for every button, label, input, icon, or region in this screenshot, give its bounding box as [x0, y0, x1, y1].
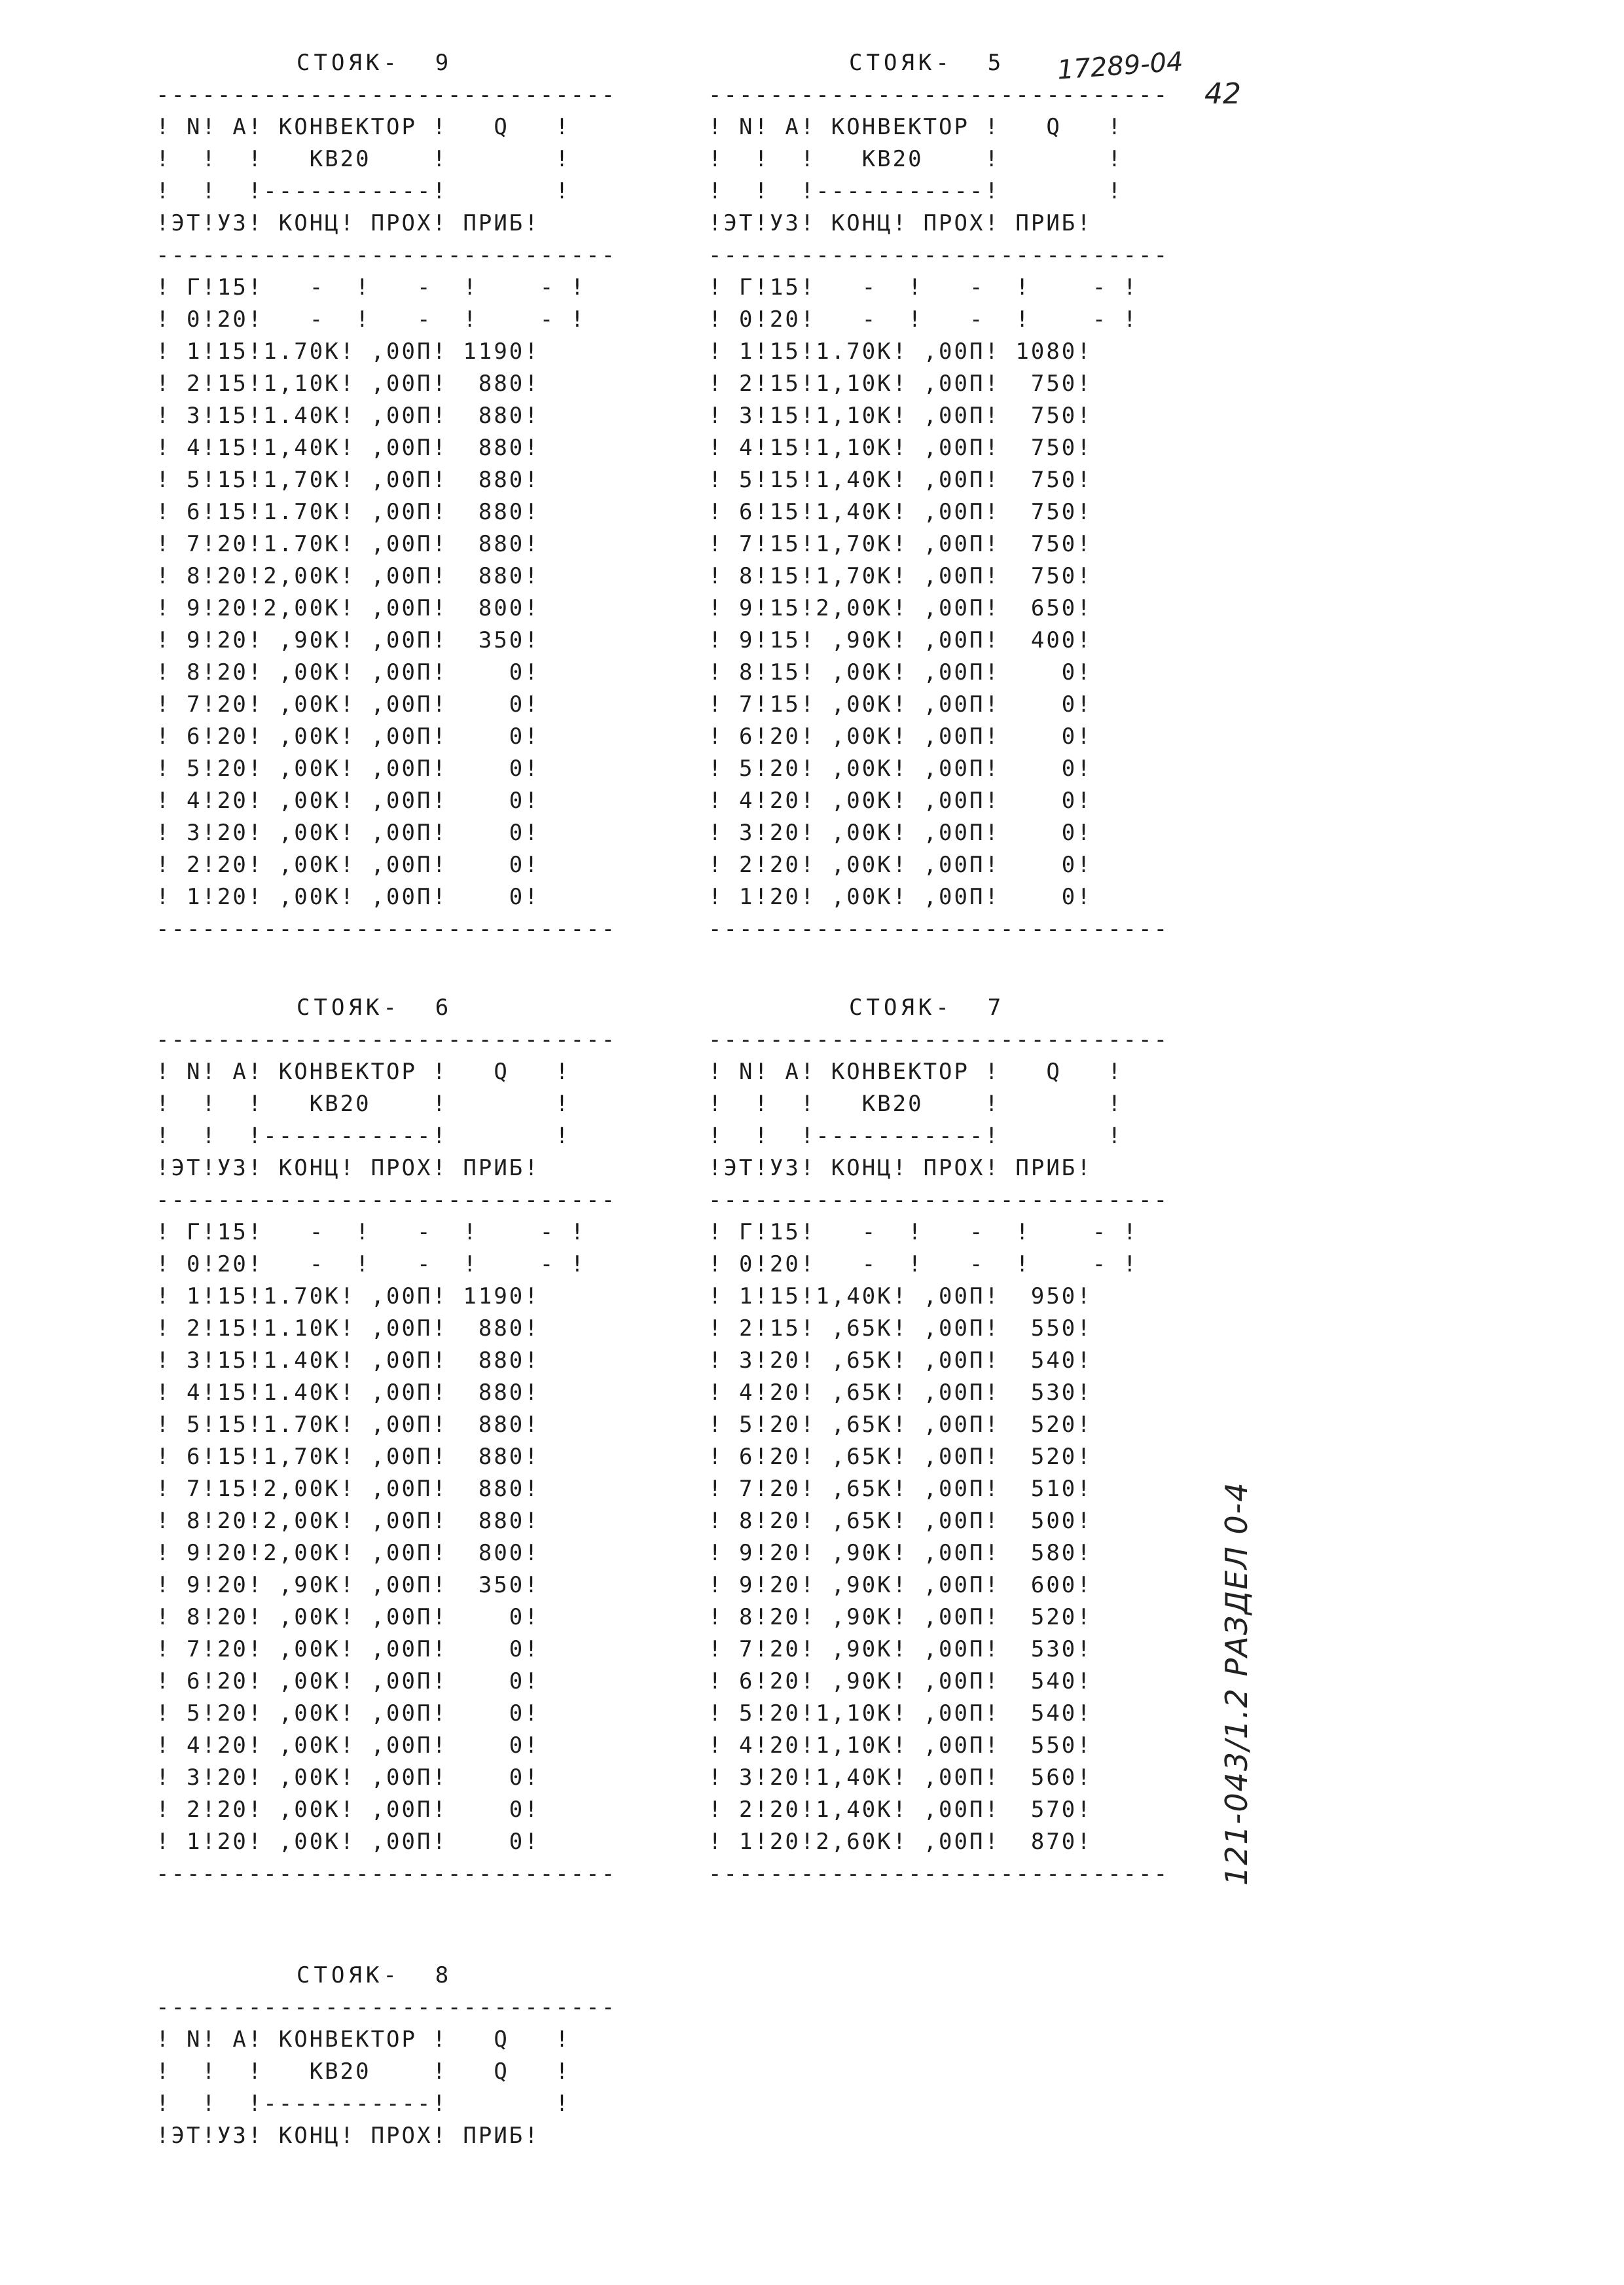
table-body: ------------------------------ ! N! А! КОНВЕКТОР ! Q ! ! ! ! КВ20 ! ! ! ! !-----------! ! !ЭТ!УЗ! КОНЦ! ПРОХ! ПРИБ! ------------------------------ ! Г!15! - ! - ! - ! ! 0!20! - ! - ! - ! ! 1!15!1.70К! ,00П! 1080! ! 2!15!1,10К! ,00П! 750! ! 3!15!1,10К! ,00П! 750! ! 4!15!1,10К! ,00П! 750! ! 5!15!1,40К! ,00П! 750! ! 6!15!1,40К! ,00П! 750! ! 7!15!1,70К! ,00П! 750! ! 8!15!1,70К! ,00П! 750! ! 9!15!2,00К! ,00П! 650! ! 9!15! ,90К! ,00П! 400! ! 8!15! ,00К! ,00П! 0! ! 7!15! ,00К! ,00П! 0! ! 6!20! ,00К! ,00П! 0! ! 5!20! ,00К! ,00П! 0! ! 4!20! ,00К! ,00П! 0! ! 3!20! ,00К! ,00П! 0! ! 2!20! ,00К! ,00П! 0! ! 1!20! ,00К! ,00П! 0! ------------------------------ — [708, 82, 1170, 942]
table-title: СТОЯК- 6 — [297, 995, 453, 1021]
table-title: СТОЯК- 9 — [297, 50, 453, 76]
table-body: ------------------------------ ! N! А! КОНВЕКТОР ! Q ! ! ! ! КВ20 ! Q ! ! ! !-----------! ! !ЭТ!УЗ! КОНЦ! ПРОХ! ПРИБ! — [156, 1994, 617, 2149]
table-body: ------------------------------ ! N! А! КОНВЕКТОР ! Q ! ! ! ! КВ20 ! ! ! ! !-----------! ! !ЭТ!УЗ! КОНЦ! ПРОХ! ПРИБ! ------------------------------ ! Г!15! - ! - ! - ! ! 0!20! - ! - ! - ! ! 1!15!1.70К! ,00П! 1190! ! 2!15!1.10К! ,00П! 880! ! 3!15!1.40К! ,00П! 880! ! 4!15!1.40К! ,00П! 880! ! 5!15!1.70К! ,00П! 880! ! 6!15!1,70К! ,00П! 880! ! 7!15!2,00К! ,00П! 880! ! 8!20!2,00К! ,00П! 880! ! 9!20!2,00К! ,00П! 800! ! 9!20! ,90К! ,00П! 350! ! 8!20! ,00К! ,00П! 0! ! 7!20! ,00К! ,00П! 0! ! 6!20! ,00К! ,00П! 0! ! 5!20! ,00К! ,00П! 0! ! 4!20! ,00К! ,00П! 0! ! 3!20! ,00К! ,00П! 0! ! 2!20! ,00К! ,00П! 0! ! 1!20! ,00К! ,00П! 0! ------------------------------ — [156, 1027, 617, 1887]
table-body: ------------------------------ ! N! А! КОНВЕКТОР ! Q ! ! ! ! КВ20 ! ! ! ! !-----------! ! !ЭТ!УЗ! КОНЦ! ПРОХ! ПРИБ! ------------------------------ ! Г!15! - ! - ! - ! ! 0!20! - ! - ! - ! ! 1!15!1,40К! ,00П! 950! ! 2!15! ,65К! ,00П! 550! ! 3!20! ,65К! ,00П! 540! ! 4!20! ,65К! ,00П! 530! ! 5!20! ,65К! ,00П! 520! ! 6!20! ,65К! ,00П! 520! ! 7!20! ,65К! ,00П! 510! ! 8!20! ,65К! ,00П! 500! ! 9!20! ,90К! ,00П! 580! ! 9!20! ,90К! ,00П! 600! ! 8!20! ,90К! ,00П! 520! ! 7!20! ,90К! ,00П! 530! ! 6!20! ,90К! ,00П! 540! ! 5!20!1,10К! ,00П! 540! ! 4!20!1,10К! ,00П! 550! ! 3!20!1,40К! ,00П! 560! ! 2!20!1,40К! ,00П! 570! ! 1!20!2,60К! ,00П! 870! ------------------------------ — [708, 1027, 1170, 1887]
table-title: СТОЯК- 7 — [849, 995, 1005, 1021]
handwritten-section-stamp: 121-043/1.2 РАЗДЕЛ 0-4 — [1219, 1481, 1254, 1886]
table-stoyak-5 — [708, 47, 1169, 945]
handwritten-page-number: 42 — [1204, 77, 1241, 111]
table-title: СТОЯК- 8 — [297, 1962, 453, 1988]
table-stoyak-8 — [156, 1960, 617, 2152]
table-title: СТОЯК- 5 — [849, 50, 1005, 76]
table-body: ------------------------------ ! N! А! КОНВЕКТОР ! Q ! ! ! ! КВ20 ! ! ! ! !-----------! ! !ЭТ!УЗ! КОНЦ! ПРОХ! ПРИБ! ------------------------------ ! Г!15! - ! - ! - ! ! 0!20! - ! - ! - ! ! 1!15!1.70К! ,00П! 1190! ! 2!15!1,10К! ,00П! 880! ! 3!15!1.40К! ,00П! 880! ! 4!15!1,40К! ,00П! 880! ! 5!15!1,70К! ,00П! 880! ! 6!15!1.70К! ,00П! 880! ! 7!20!1.70К! ,00П! 880! ! 8!20!2,00К! ,00П! 880! ! 9!20!2,00К! ,00П! 800! ! 9!20! ,90К! ,00П! 350! ! 8!20! ,00К! ,00П! 0! ! 7!20! ,00К! ,00П! 0! ! 6!20! ,00К! ,00П! 0! ! 5!20! ,00К! ,00П! 0! ! 4!20! ,00К! ,00П! 0! ! 3!20! ,00К! ,00П! 0! ! 2!20! ,00К! ,00П! 0! ! 1!20! ,00К! ,00П! 0! ------------------------------ — [156, 82, 617, 942]
table-stoyak-6 — [156, 992, 617, 1890]
table-stoyak-7 — [708, 992, 1169, 1890]
handwritten-document-number: 17289-04 — [1056, 46, 1184, 86]
table-stoyak-9 — [156, 47, 617, 945]
